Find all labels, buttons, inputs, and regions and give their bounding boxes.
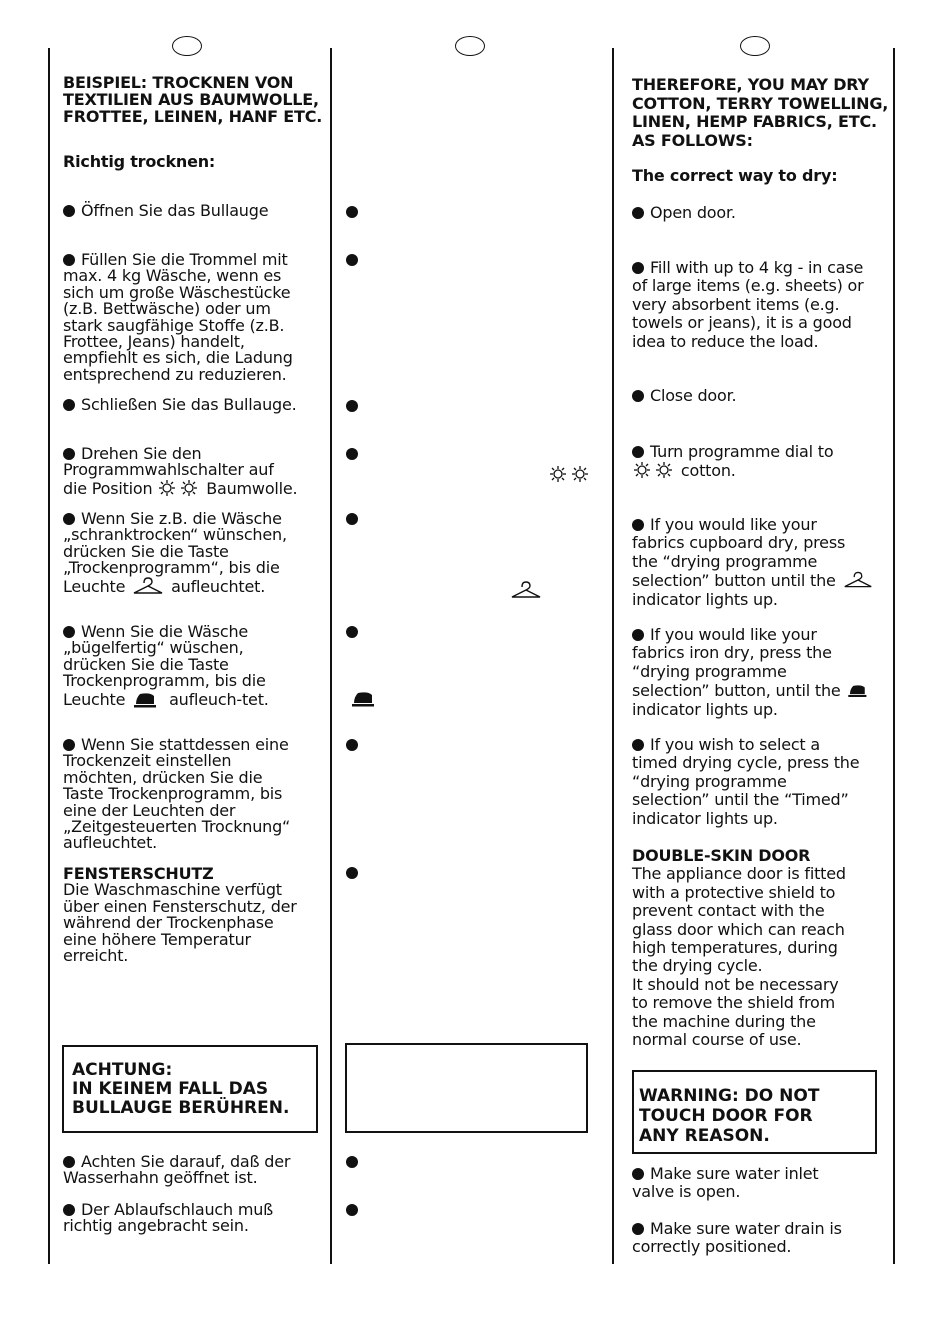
english-subheading: The correct way to dry: (632, 166, 838, 185)
bullet (632, 519, 644, 531)
column-divider-right (893, 48, 895, 1264)
bullet (63, 448, 75, 460)
middle-bullet-dial (346, 448, 358, 460)
bullet (63, 739, 75, 751)
bullet (632, 1168, 644, 1180)
middle-bullet-timed (346, 739, 358, 751)
iron-icon (348, 689, 382, 707)
language-flag-oval-middle (455, 36, 485, 56)
hanger-icon (508, 581, 544, 599)
german-step-cupboard: Wenn Sie z.B. die Wäsche „schranktrocken“ wünschen, drücken Sie die Taste „Trockenprogramm“, bis die Leuchte aufleuchtet. (63, 509, 287, 596)
bullet (632, 207, 644, 219)
german-step-close: Schließen Sie das Bullauge. (63, 397, 297, 413)
german-step-timed: Wenn Sie stattdessen eine Trockenzeit einstellen möchten, drücken Sie die Taste Trockenprogramm, bis eine der Leuchten der „Zeitgesteuerten Trocknung“ aufleuchtet. (63, 735, 291, 853)
english-step-drain: Make sure water drain is correctly positioned. (632, 1219, 842, 1257)
middle-bullet-cupboard (346, 513, 358, 525)
english-step-tap: Make sure water inlet valve is open. (632, 1164, 819, 1202)
cotton-sun-icon (548, 465, 592, 483)
column-divider-left (48, 48, 50, 1264)
english-step-dial: Turn programme dial to cotton. (632, 443, 833, 481)
german-step-tap: Achten Sie darauf, daß der Wasserhahn geöffnet ist. (63, 1152, 291, 1188)
middle-bullet-drain (346, 1204, 358, 1216)
middle-bullet-iron (346, 626, 358, 638)
language-flag-oval-en (740, 36, 770, 56)
german-heading: BEISPIEL: TROCKNEN VON TEXTILIEN AUS BAUMWOLLE, FROTTEE, LEINEN, HANF ETC. (63, 73, 323, 126)
english-step-close: Close door. (632, 387, 736, 405)
middle-bullet-fill (346, 254, 358, 266)
bullet (632, 1223, 644, 1235)
bullet (632, 629, 644, 641)
english-step-open: Open door. (632, 204, 736, 222)
english-step-cupboard: If you would like your fabrics cupboard dry, press the “drying programme selection” button until the indicator lights up. (632, 516, 875, 609)
english-step-fill: Fill with up to 4 kg - in case of large items (e.g. sheets) or very absorbent items (e.g. towels or jeans), it is a good idea to reduce the load. (632, 258, 864, 351)
cotton-sun-icon (157, 479, 201, 497)
hanger-icon (841, 571, 875, 589)
english-warning-box: WARNING: DO NOT TOUCH DOOR FOR ANY REASON. (632, 1070, 877, 1154)
bullet (632, 739, 644, 751)
bullet (63, 626, 75, 638)
german-window-shield: FENSTERSCHUTZ Die Waschmaschine verfügt über einen Fensterschutz, der während der Trockenphase eine höhere Temperatur erreicht. (63, 864, 297, 966)
middle-warning-box (345, 1043, 588, 1133)
bullet (632, 390, 644, 402)
column-divider-mid-right (612, 48, 614, 1264)
german-step-dial: Drehen Sie den Programmwahlschalter auf die Position Baumwolle. (63, 444, 298, 498)
bullet (632, 446, 644, 458)
german-subheading: Richtig trocknen: (63, 152, 216, 171)
german-step-open: Öffnen Sie das Bullauge (63, 203, 268, 219)
middle-bullet-shield (346, 867, 358, 879)
hanger-icon (130, 577, 166, 595)
middle-bullet-tap (346, 1156, 358, 1168)
bullet (63, 1156, 75, 1168)
middle-bullet-close (346, 400, 358, 412)
english-step-timed: If you wish to select a timed drying cycle, press the “drying programme selection” until the “Timed” indicator lights up. (632, 735, 860, 828)
column-divider-mid-left (330, 48, 332, 1264)
middle-bullet-open (346, 206, 358, 218)
english-heading: THEREFORE, YOU MAY DRY COTTON, TERRY TOWELLING, LINEN, HEMP FABRICS, ETC. AS FOLLOWS: (632, 75, 889, 150)
bullet (632, 262, 644, 274)
bullet (63, 513, 75, 525)
bullet (63, 205, 75, 217)
german-step-fill: Füllen Sie die Trommel mit max. 4 kg Wäsche, wenn es sich um große Wäschestücke (z.B. Bettwäsche) oder um stark saugfähige Stoffe (z.B. Frottee, Jeans) handelt, empfiehlt es sich, die Ladung entsprechend zu reduzieren. (63, 250, 293, 384)
iron-icon (130, 690, 164, 708)
bullet (63, 399, 75, 411)
iron-icon (845, 681, 873, 699)
cotton-sun-icon (632, 461, 676, 479)
english-step-iron: If you would like your fabrics iron dry, press the “drying programme selection” button, until the indicator lights up. (632, 626, 873, 719)
bullet (63, 1204, 75, 1216)
german-step-iron: Wenn Sie die Wäsche „bügelfertig“ wüschen, drücken Sie die Taste Trockenprogramm, bis die Leuchte aufleuch-tet. (63, 622, 269, 709)
english-double-skin-door: DOUBLE-SKIN DOOR The appliance door is fitted with a protective shield to prevent contact with the glass door which can reach high temperatures, during the drying cycle. It should not be necessary to remove the shield from the machine during the normal course of use. (632, 846, 846, 1050)
german-warning-box: ACHTUNG: IN KEINEM FALL DAS BULLAUGE BERÜHREN. (62, 1045, 318, 1133)
german-step-drain: Der Ablaufschlauch muß richtig angebracht sein. (63, 1200, 274, 1236)
bullet (63, 254, 75, 266)
language-flag-oval-de (172, 36, 202, 56)
